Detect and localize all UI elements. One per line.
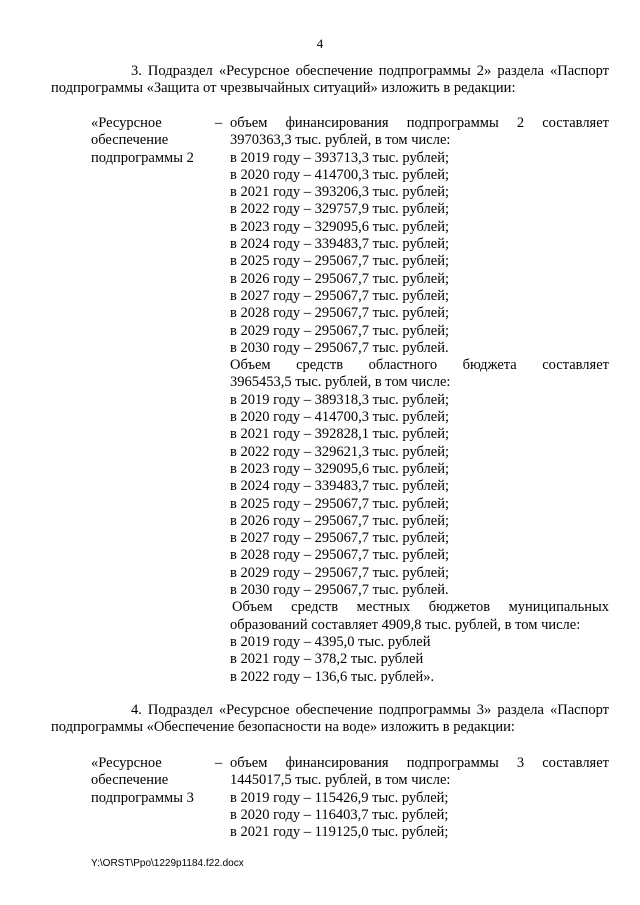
year-amount-line: в 2021 году – 119125,0 тыс. рублей;	[230, 824, 449, 841]
year-amount-line: в 2019 году – 389318,3 тыс. рублей;	[230, 391, 450, 408]
year-amount-line: в 2028 году – 295067,7 тыс. рублей;	[230, 547, 450, 564]
footer-file-path: Y:\ORST\Ppo\1229p1184.f22.docx	[91, 858, 244, 869]
section4-label-line3: подпрограммы 3	[91, 789, 194, 806]
section3-local-years	[230, 634, 609, 686]
section4-total-years	[230, 790, 609, 842]
year-amount-line: в 2025 году – 295067,7 тыс. рублей;	[230, 495, 450, 512]
section3-heading	[51, 63, 609, 98]
year-amount-line: в 2020 году – 414700,3 тыс. рублей;	[230, 166, 450, 183]
year-amount-line: в 2019 году – 393713,3 тыс. рублей;	[230, 149, 450, 166]
page-number: 4	[316, 36, 324, 51]
year-amount-line: в 2027 году – 295067,7 тыс. рублей;	[230, 287, 450, 304]
year-amount-line: в 2030 году – 295067,7 тыс. рублей.	[230, 582, 449, 599]
year-amount-line: в 2026 году – 295067,7 тыс. рублей;	[230, 270, 450, 287]
section3-regional-line2: 3965453,5 тыс. рублей, в том числе:	[230, 374, 451, 391]
section3-label-line3: подпрограммы 2	[91, 149, 194, 166]
year-amount-line: в 2022 году – 329621,3 тыс. рублей;	[230, 443, 450, 460]
year-amount-line: в 2028 году – 295067,7 тыс. рублей;	[230, 305, 450, 322]
year-amount-line: в 2024 году – 339483,7 тыс. рублей;	[230, 478, 450, 495]
year-amount-line: в 2019 году – 4395,0 тыс. рублей	[230, 633, 431, 650]
section4-label-line1: «Ресурсное	[91, 755, 162, 771]
section4-label	[91, 755, 211, 807]
section4-dash: –	[215, 755, 223, 771]
section4-content	[230, 755, 609, 841]
year-amount-line: в 2021 году – 378,2 тыс. рублей	[230, 651, 424, 668]
year-amount-line: в 2023 году – 329095,6 тыс. рублей;	[230, 218, 450, 235]
year-amount-line: в 2021 году – 392828,1 тыс. рублей;	[230, 426, 450, 443]
year-amount-line: в 2026 году – 295067,7 тыс. рублей;	[230, 512, 450, 529]
year-amount-line: в 2024 году – 339483,7 тыс. рублей;	[230, 236, 450, 253]
section4-heading-line1: 4. Подраздел «Ресурсное обеспечение подпрограммы 3» раздела «Паспорт	[131, 702, 609, 718]
section3-local-line1: Объем средств местных бюджетов муниципальных	[232, 599, 609, 616]
section3-label	[91, 115, 211, 167]
section4-heading	[51, 702, 609, 737]
section3-dash: –	[215, 115, 223, 131]
section3-total-years	[230, 150, 609, 358]
section4-label-line2: обеспечение	[91, 772, 169, 789]
year-amount-line: в 2020 году – 414700,3 тыс. рублей;	[230, 409, 450, 426]
section3-total-line1: объем финансирования подпрограммы 2 составляет	[230, 115, 609, 131]
year-amount-line: в 2022 году – 329757,9 тыс. рублей;	[230, 201, 450, 218]
year-amount-line: в 2030 году – 295067,7 тыс. рублей.	[230, 339, 449, 356]
year-amount-line: в 2023 году – 329095,6 тыс. рублей;	[230, 460, 450, 477]
section3-content	[230, 115, 609, 686]
section3-regional-line1: Объем средств областного бюджета составляет	[230, 357, 609, 374]
year-amount-line: в 2019 году – 115426,9 тыс. рублей;	[230, 789, 449, 806]
section3-heading-line2: подпрограммы «Защита от чрезвычайных ситуаций» изложить в редакции:	[51, 80, 516, 97]
section3-label-line1: «Ресурсное	[91, 115, 162, 131]
section4-total-line2: 1445017,5 тыс. рублей, в том числе:	[230, 772, 451, 789]
year-amount-line: в 2021 году – 393206,3 тыс. рублей;	[230, 184, 450, 201]
section3-label-line2: обеспечение	[91, 132, 169, 149]
section4-heading-line2: подпрограммы «Обеспечение безопасности на воде» изложить в редакции:	[51, 719, 515, 736]
year-amount-line: в 2027 году – 295067,7 тыс. рублей;	[230, 530, 450, 547]
section3-heading-line1: 3. Подраздел «Ресурсное обеспечение подпрограммы 2» раздела «Паспорт	[131, 63, 609, 79]
year-amount-line: в 2025 году – 295067,7 тыс. рублей;	[230, 253, 450, 270]
section4-total-line1: объем финансирования подпрограммы 3 составляет	[230, 755, 609, 771]
section3-regional-years	[230, 392, 609, 600]
year-amount-line: в 2029 году – 295067,7 тыс. рублей;	[230, 564, 450, 581]
section3-total-line2: 3970363,3 тыс. рублей, в том числе:	[230, 132, 451, 149]
year-amount-line: в 2022 году – 136,6 тыс. рублей».	[230, 668, 435, 685]
year-amount-line: в 2029 году – 295067,7 тыс. рублей;	[230, 322, 450, 339]
year-amount-line: в 2020 году – 116403,7 тыс. рублей;	[230, 806, 449, 823]
section3-local-line2: образований составляет 4909,8 тыс. рублей, в том числе:	[230, 616, 581, 633]
